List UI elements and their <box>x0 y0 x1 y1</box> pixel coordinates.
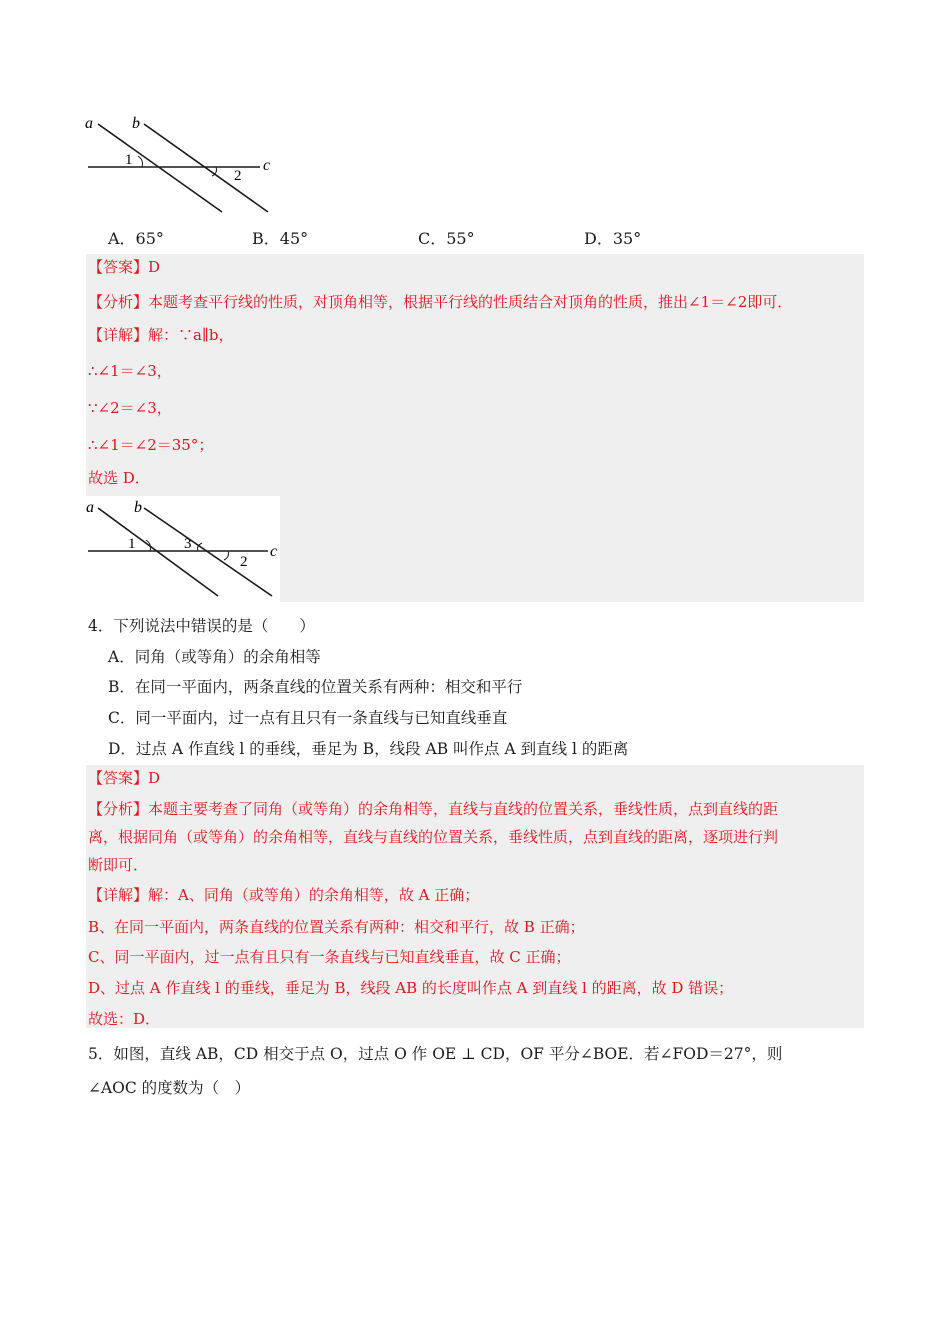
parallel-lines-figure <box>84 112 284 218</box>
q4-detail-line1 <box>88 884 479 906</box>
q4-detail-line4: D、过点 A 作直线 l 的垂线，垂足为 B，线段 AB 的长度叫作点 A 到直线 l 的距离，故 D 错误； <box>88 979 734 997</box>
line-b <box>144 124 271 212</box>
option-a: A．65° <box>108 229 164 248</box>
line-a <box>98 124 222 212</box>
label-c: c <box>263 157 271 174</box>
label-a: a <box>85 115 93 132</box>
label-angle-2: 2 <box>234 168 242 184</box>
q3-detail-line4: ∴∠1＝∠2＝35°； <box>88 436 214 454</box>
q4-stem: 4．下列说法中错误的是（ ） <box>88 617 315 635</box>
answer-value: D <box>148 258 161 276</box>
analysis-text: 本题主要考查了同角（或等角）的余角相等，直线与直线的位置关系，垂线性质，点到直线的距 <box>148 800 779 818</box>
label-b: b <box>134 499 142 516</box>
q3-detail-line5: 故选 D． <box>88 469 150 487</box>
label-b: b <box>132 115 140 132</box>
analysis-tag: 【分析】 <box>88 293 149 311</box>
q5-stem-line1: 5．如图，直线 AB，CD 相交于点 O，过点 O 作 OE ⊥ CD，OF 平分∠BOE．若∠FOD＝27°，则 <box>88 1045 783 1063</box>
parallel-lines-figure-with-angle-3 <box>86 496 280 602</box>
answer-value: D <box>148 769 161 787</box>
q3-answer <box>88 256 160 278</box>
answer-tag: 【答案】 <box>88 258 149 276</box>
analysis-tag: 【分析】 <box>88 800 149 818</box>
analysis-text: 本题考查平行线的性质，对顶角相等，根据平行线的性质结合对顶角的性质，推出∠1＝∠2即可． <box>148 293 793 311</box>
label-angle-2: 2 <box>240 554 248 570</box>
q3-detail-line1 <box>88 324 234 346</box>
q4-detail-line2: B、在同一平面内，两条直线的位置关系有两种：相交和平行，故 B 正确； <box>88 918 585 936</box>
answer-tag: 【答案】 <box>88 769 149 787</box>
q4-answer <box>88 767 160 789</box>
label-angle-1: 1 <box>128 536 136 552</box>
detail-text: 解：A、同角（或等角）的余角相等，故 A 正确； <box>148 886 480 904</box>
detail-tag: 【详解】 <box>88 326 149 344</box>
option-d: D．35° <box>584 229 642 248</box>
q4-detail-line5: 故选：D． <box>88 1010 161 1028</box>
label-a: a <box>86 499 94 516</box>
q3-analysis <box>88 291 792 313</box>
label-c: c <box>270 543 278 560</box>
q4-detail-line3: C、同一平面内，过一点有且只有一条直线与已知直线垂直，故 C 正确； <box>88 948 571 966</box>
q4-option-a: A．同角（或等角）的余角相等 <box>108 648 321 666</box>
q5-stem-line2: ∠AOC 的度数为（ ） <box>88 1079 251 1097</box>
option-b: B．45° <box>252 229 309 248</box>
label-angle-3: 3 <box>184 536 192 552</box>
q4-analysis-line3: 断即可． <box>88 856 149 874</box>
angle-1-arc <box>138 156 143 167</box>
q4-option-d: D．过点 A 作直线 l 的垂线，垂足为 B，线段 AB 叫作点 A 到直线 l 的距离 <box>108 740 629 758</box>
q3-detail-line3: ∵∠2＝∠3， <box>88 399 172 417</box>
option-c: C．55° <box>418 229 475 248</box>
q4-analysis-line1 <box>88 798 778 820</box>
detail-text: 解：∵a∥b， <box>148 326 234 344</box>
label-angle-1: 1 <box>125 152 133 168</box>
q4-option-b: B．在同一平面内，两条直线的位置关系有两种：相交和平行 <box>108 678 523 696</box>
angle-2-arc <box>224 551 229 560</box>
q4-analysis-line2: 离，根据同角（或等角）的余角相等，直线与直线的位置关系，垂线性质，点到直线的距离，逐项进行判 <box>88 828 779 846</box>
q3-detail-line2: ∴∠1＝∠3， <box>88 362 172 380</box>
detail-tag: 【详解】 <box>88 886 149 904</box>
line-a <box>98 508 218 596</box>
q4-option-c: C．同一平面内，过一点有且只有一条直线与已知直线垂直 <box>108 709 508 727</box>
line-b <box>144 508 272 596</box>
